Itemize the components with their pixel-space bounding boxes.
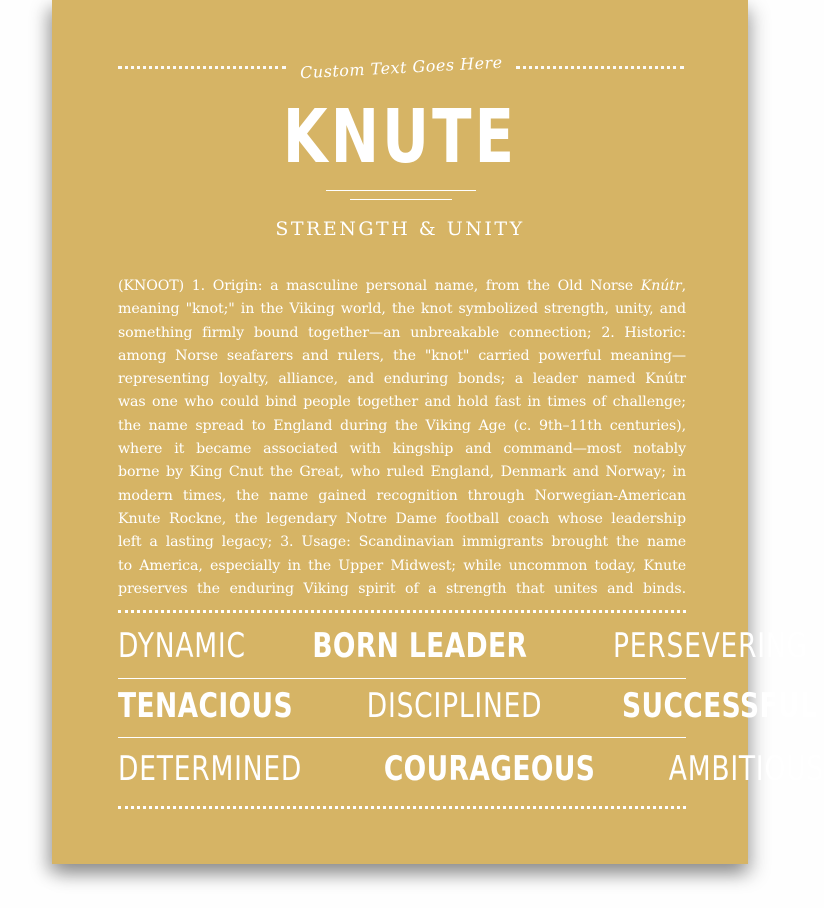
definition-text bbox=[118, 275, 686, 601]
dotted-divider-right bbox=[516, 66, 684, 69]
definition-line: left a lasting legacy; 3. Usage: Scandinavian immigrants brought the name bbox=[118, 534, 686, 551]
definition-line: something firmly bound together—an unbreakable connection; 2. Historic: bbox=[118, 324, 686, 341]
trait-word: DYNAMIC bbox=[118, 626, 246, 666]
trait-word: DETERMINED bbox=[118, 749, 303, 789]
dotted-divider-bottom bbox=[118, 806, 686, 809]
rule-lower bbox=[350, 199, 452, 200]
trait-row-1 bbox=[118, 624, 808, 668]
definition-line: Knute Rockne, the legendary Notre Dame football coach whose leadership bbox=[118, 510, 686, 527]
dotted-divider-left bbox=[118, 66, 286, 69]
trait-word: TENACIOUS bbox=[118, 686, 293, 726]
definition-line: (KNOOT) 1. Origin: a masculine personal name, from the Old Norse Knútr, bbox=[118, 278, 686, 294]
trait-word: AMBITIOUS bbox=[668, 749, 824, 789]
definition-line: among Norse seafarers and rulers, the "knot" carried powerful meaning— bbox=[118, 347, 686, 364]
definition-line: borne by King Cnut the Great, who ruled England, Denmark and Norway; in bbox=[118, 464, 686, 481]
definition-line: modern times, the name gained recognition through Norwegian-American bbox=[118, 487, 686, 504]
tagline: STRENGTH & UNITY bbox=[275, 218, 525, 240]
definition-line: representing loyalty, alliance, and enduring bonds; a leader named Knútr bbox=[118, 371, 686, 388]
trait-rule-2 bbox=[118, 737, 686, 738]
trait-word: COURAGEOUS bbox=[383, 749, 596, 789]
trait-word: BORN LEADER bbox=[312, 626, 528, 666]
trait-rule-1 bbox=[118, 678, 686, 679]
definition-line: was one who could bind people together and hold fast in times of challenge; bbox=[118, 394, 686, 411]
trait-word: SUCCESSFUL bbox=[622, 686, 818, 726]
rule-upper bbox=[326, 190, 476, 191]
poster-name: KNUTE bbox=[282, 94, 518, 180]
custom-text[interactable]: Custom Text Goes Here bbox=[299, 52, 503, 82]
name-poster bbox=[52, 0, 824, 864]
custom-text-row bbox=[118, 50, 684, 84]
trait-word: PERSEVERING bbox=[612, 626, 808, 666]
definition-line: preserves the enduring Viking spirit of a strength that unites and binds. bbox=[118, 580, 686, 597]
definition-line: meaning "knot;" in the Viking world, the knot symbolized strength, unity, and bbox=[118, 301, 686, 318]
dotted-divider-traits bbox=[118, 610, 686, 613]
trait-row-3 bbox=[118, 747, 824, 791]
trait-row-2 bbox=[118, 684, 818, 728]
definition-line: the name spread to England during the Viking Age (c. 9th–11th centuries), bbox=[118, 417, 686, 434]
definition-line: where it became associated with kingship and command—most notably bbox=[118, 441, 686, 458]
definition-line: to America, especially in the Upper Midwest; while uncommon today, Knute bbox=[118, 557, 686, 574]
trait-word: DISCIPLINED bbox=[367, 686, 543, 726]
